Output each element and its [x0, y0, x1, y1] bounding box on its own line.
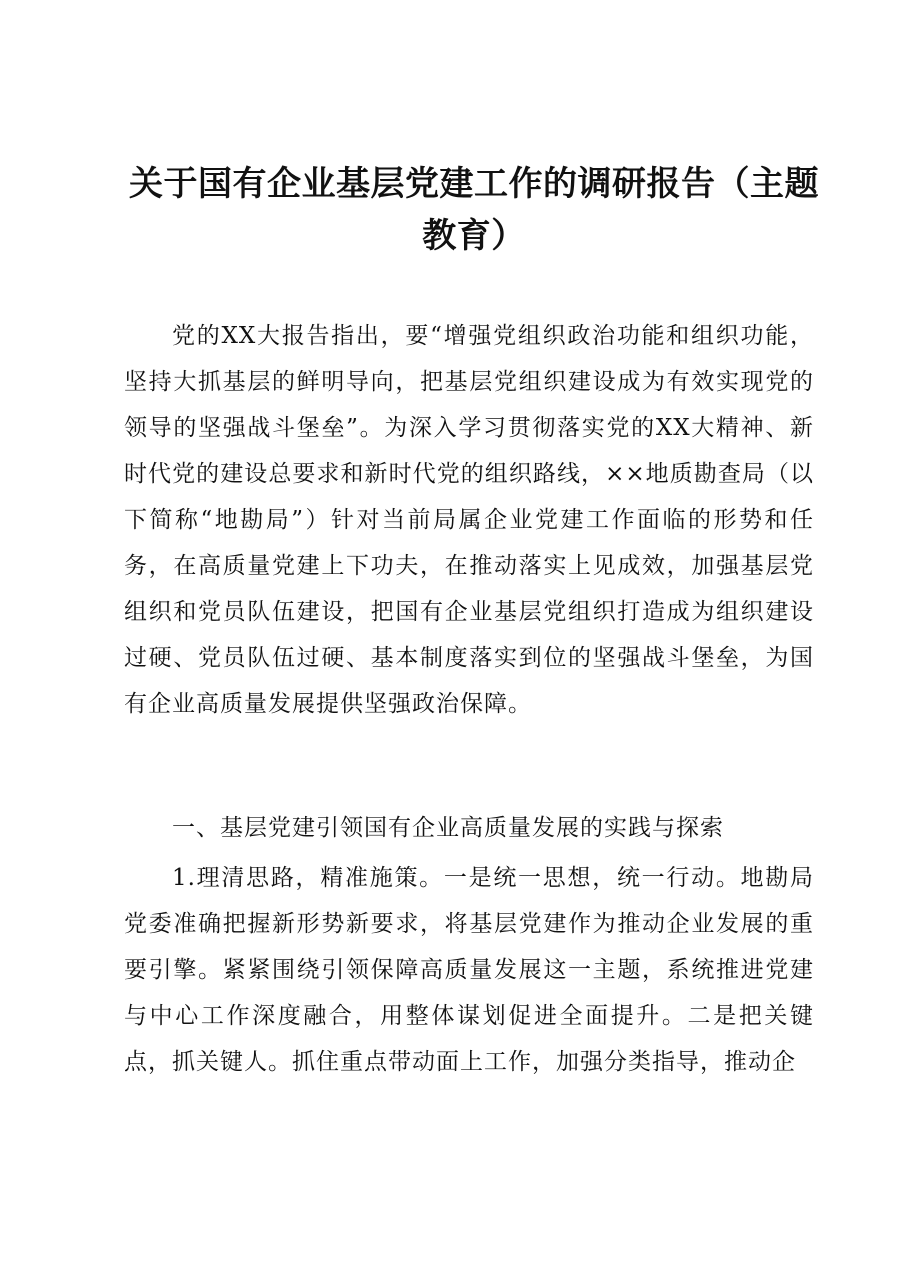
document-title: 关于国有企业基层党建工作的调研报告（主题教育）: [129, 164, 819, 256]
paragraph-section-1-1: 1.理清思路，精准施策。一是统一思想，统一行动。地勘局党委准确把握新形势新要求，将基层党建作为推动企业发展的重要引擎。紧紧围绕引领保障高质量发展这一主题，系统推进党建与中心工作深度融合，用整体谋划促进全面提升。二是把关键点，抓关键人。抓住重点带动面上工作，加强分类指导，推动企: [124, 865, 814, 1075]
section-heading-1: 一、基层党建引领国有企业高质量发展的实践与探索: [172, 815, 724, 841]
paragraph-introduction: 党的XX大报告指出，要“增强党组织政治功能和组织功能，坚持大抓基层的鲜明导向，把基层党组织建设成为有效实现党的领导的坚强战斗堡垒”。为深入学习贯彻落实党的XX大精神、新时代党的建设总要求和新时代党的组织路线，××地质勘查局（以下简称“地勘局”）针对当前局属企业党建工作面临的形势和任务，在高质量党建上下功夫，在推动落实上见成效，加强基层党组织和党员队伍建设，把国有企业基层党组织打造成为组织建设过硬、党员队伍过硬、基本制度落实到位的坚强战斗堡垒，为国有企业高质量发展提供坚强政治保障。: [124, 323, 814, 717]
